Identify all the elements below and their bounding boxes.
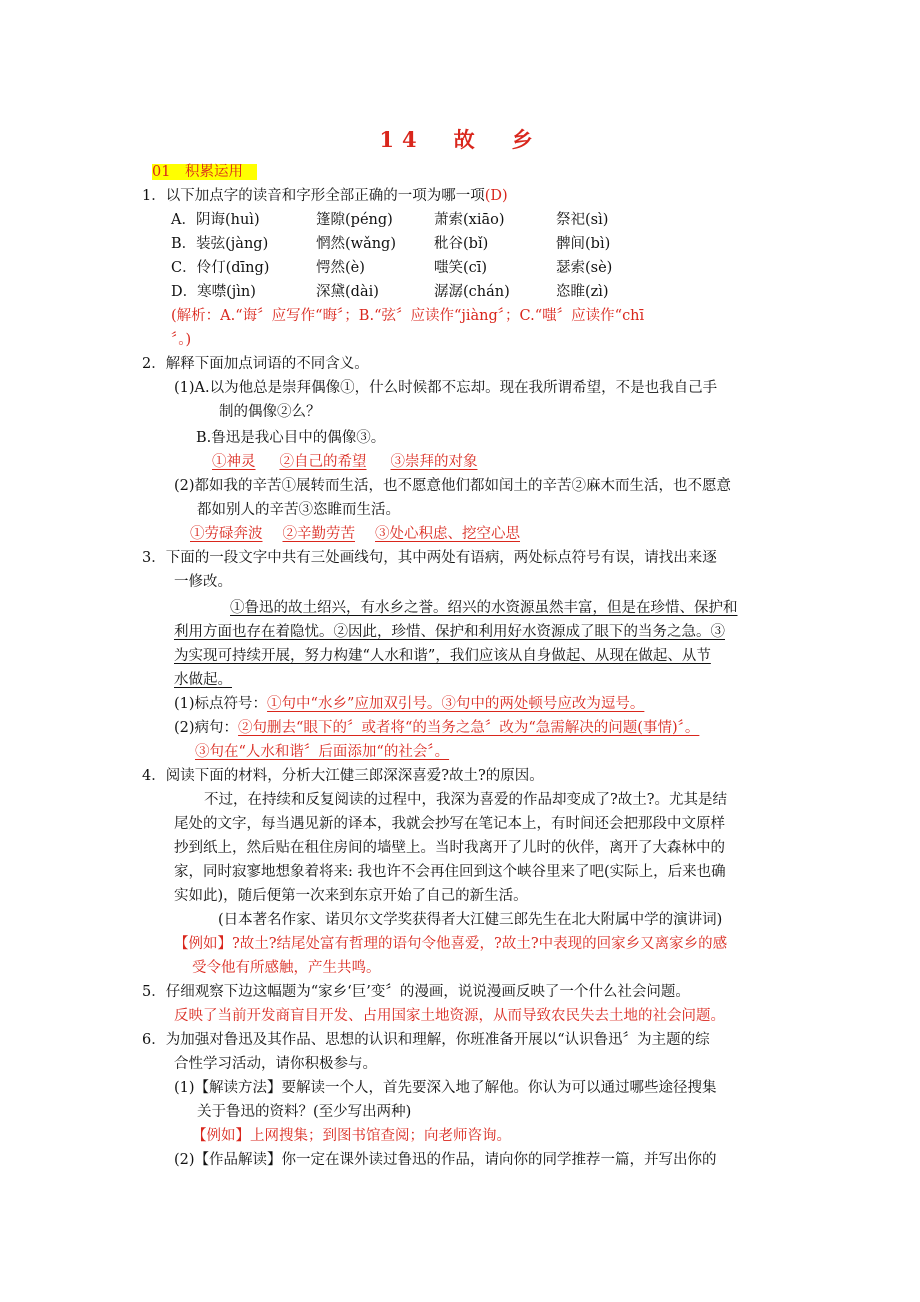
question-6-part-1: (1)【解读方法】要解读一个人，首先要深入地了解他。你认为可以通过哪些途径搜集 xyxy=(174,1080,717,1096)
question-3-answer-2: (2)病句：②句删去“眼下的〞或者将“的当务之急〞改为“急需解决的问题(事情)〞。 xyxy=(174,720,700,736)
question-3-stem-cont: 一修改。 xyxy=(174,574,232,590)
question-2-answer-2: ①劳碌奔波 ②辛勤劳苦 ③处心积虑、挖空心思 xyxy=(190,526,520,542)
question-4-source: (日本著名作家、诺贝尔文学奖获得者大江健三郎先生在北大附属中学的演讲词) xyxy=(218,912,723,928)
question-2-part-1a: (1)A.以为他总是崇拜偶像①，什么时候都不忘却。现在我所谓希望，不是也我自己手 xyxy=(174,380,718,396)
question-4-material-1: 不过，在持续和反复阅读的过程中，我深为喜爱的作品却变成了?故土?。尤其是结 xyxy=(204,792,728,808)
question-2-part-1a-cont: 制的偶像②么？ xyxy=(219,404,321,420)
section-heading: 01 积累运用 xyxy=(152,162,257,182)
question-6-stem: 6．为加强对鲁迅及其作品、思想的认识和理解，你班准备开展以“认识鲁迅〞为主题的综 xyxy=(142,1032,710,1048)
question-4-material-2: 尾处的文字，每当遇见新的译本，我就会抄写在笔记本上，有时间还会把那段中文原样 xyxy=(174,816,725,832)
question-2-part-2-cont: 都如别人的辛苦③恣睢而生活。 xyxy=(197,502,400,518)
question-2-part-2: (2)都如我的辛苦①展转而生活，也不愿意他们都如闰土的辛苦②麻木而生活，也不愿意 xyxy=(174,478,732,494)
question-3-answer-1: (1)标点符号：①句中“水乡”应加双引号。③句中的两处顿号应改为逗号。 xyxy=(174,696,645,712)
question-1-analysis-end: 〞。) xyxy=(171,332,192,348)
question-4-material-4: 家，同时寂寥地想象着将来: 我也许不会再住回到这个峡谷里来了吧(实际上，后来也确 xyxy=(174,864,726,880)
question-6-part-1-cont: 关于鲁迅的资料？(至少写出两种) xyxy=(197,1104,412,1120)
question-1-option-c: C．伶仃(dīng) 愕然(è) 嗤笑(cī) 瑟索(sè) xyxy=(171,260,613,276)
question-6-stem-cont: 合性学习活动，请你积极参与。 xyxy=(174,1056,377,1072)
question-2-stem: 2．解释下面加点词语的不同含义。 xyxy=(142,356,369,372)
question-5-answer: 反映了当前开发商盲目开发、占用国家土地资源，从而导致农民失去土地的社会问题。 xyxy=(174,1008,725,1024)
question-3-answer-3: ③句在“人水和谐〞后面添加“的社会〞。 xyxy=(195,744,450,760)
question-1-option-d: D．寒噤(jìn) 深黛(dài) 潺潺(chán) 恣睢(zì) xyxy=(171,284,609,300)
question-3-stem: 3．下面的一段文字中共有三处画线句，其中两处有语病，两处标点符号有误，请找出来逐 xyxy=(142,550,717,566)
question-4-answer: 【例如】?故土?结尾处富有哲理的语句令他喜爱，?故土?中表现的回家乡又离家乡的感 xyxy=(174,936,728,952)
question-3-passage-3: 为实现可持续开展，努力构建“人水和谐”，我们应该从自身做起、从现在做起、从节 xyxy=(174,648,711,664)
question-3-passage-4: 水做起。 xyxy=(174,672,232,688)
question-1-option-a: A．阴诲(huì) 篷隙(péng) 萧索(xiāo) 祭祀(sì) xyxy=(171,212,609,228)
question-4-stem: 4．阅读下面的材料，分析大江健三郎深深喜爱?故土?的原因。 xyxy=(142,768,544,784)
question-6-part-1-answer: 【例如】上网搜集；到图书馆查阅；向老师咨询。 xyxy=(192,1128,511,1144)
question-1-option-b: B．装弦(jàng) 惘然(wǎng) 秕谷(bǐ) 髀间(bì) xyxy=(171,236,611,252)
question-1-analysis: (解析：A.“诲〞应写作“晦〞；B.“弦〞应读作“jiàng〞；C.“嗤〞应读作“chī xyxy=(171,308,645,324)
question-4-material-3: 抄到纸上，然后贴在租住房间的墙壁上。当时我离开了儿时的伙伴，离开了大森林中的 xyxy=(174,840,725,856)
question-3-passage-1: ①鲁迅的故土绍兴，有水乡之誉。绍兴的水资源虽然丰富，但是在珍惜、保护和 xyxy=(230,600,738,616)
question-4-answer-cont: 受令他有所感触，产生共鸣。 xyxy=(192,960,381,976)
question-5-stem: 5．仔细观察下边这幅题为“家乡‘巨’变〞的漫画，说说漫画反映了一个什么社会问题。 xyxy=(142,984,690,1000)
question-2-part-1b: B.鲁迅是我心目中的偶像③。 xyxy=(196,430,386,446)
question-1-stem: 1．以下加点字的读音和字形全部正确的一项为哪一项(D) xyxy=(142,188,508,204)
question-4-material-5: 实如此)，随后便第一次来到东京开始了自己的新生活。 xyxy=(174,888,528,904)
question-3-passage-2: 利用方面也存在着隐忧。②因此，珍惜、保护和利用好水资源成了眼下的当务之急。③ xyxy=(174,624,725,640)
question-2-answer-1: ①神灵 ②自己的希望 ③崇拜的对象 xyxy=(212,454,478,470)
page-title: 14 故 乡 xyxy=(379,127,541,152)
question-6-part-2: (2)【作品解读】你一定在课外读过鲁迅的作品，请向你的同学推荐一篇，并写出你的 xyxy=(174,1152,717,1168)
